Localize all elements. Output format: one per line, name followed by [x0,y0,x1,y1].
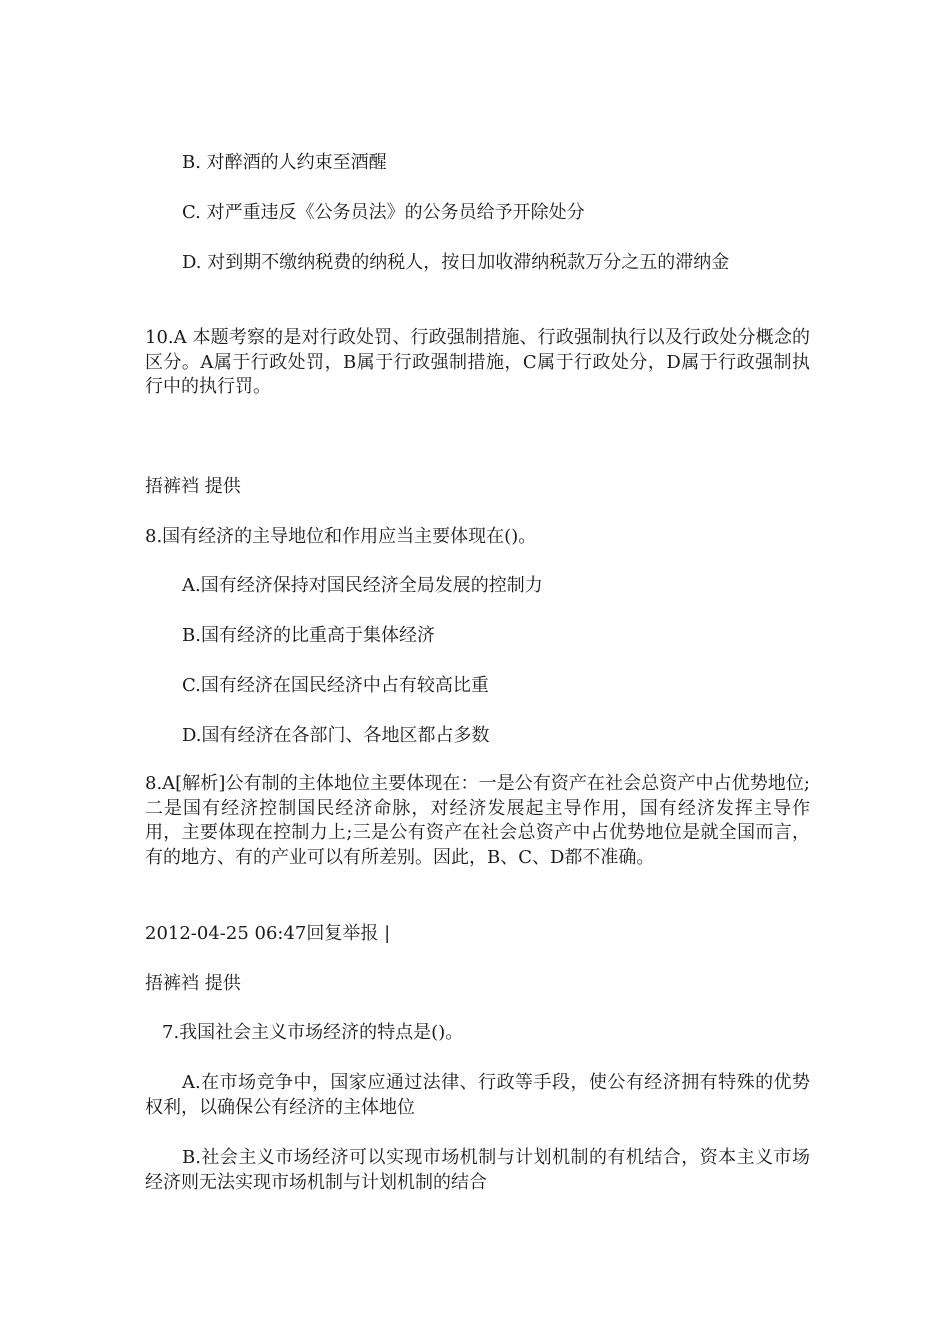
q7-question: 7.我国社会主义市场经济的特点是()。 [162,1022,464,1043]
provider-label: 捂裤裆 提供 [145,476,241,497]
reply-report-bar[interactable]: 2012-04-25 06:47回复举报 | [145,923,391,944]
q8-option-c: C.国有经济在国民经济中占有较高比重 [182,675,489,696]
q8-question: 8.国有经济的主导地位和作用应当主要体现在()。 [145,526,537,547]
q7-option-b: B.社会主义市场经济可以实现市场机制与计划机制的有机结合，资本主义市场经济则无法实现市场机制与计划机制的结合 [145,1147,810,1193]
q8-option-b: B.国有经济的比重高于集体经济 [182,625,435,646]
q10-option-d: D. 对到期不缴纳税费的纳税人，按日加收滞纳税款万分之五的滞纳金 [182,252,730,273]
q10-answer: 10.A 本题考察的是对行政处罚、行政强制措施、行政强制执行以及行政处分概念的区分。A属于行政处罚，B属于行政强制措施，C属于行政处分，D属于行政强制执行中的执行罚。 [145,327,810,397]
q7-option-a: A.在市场竞争中，国家应通过法律、行政等手段，使公有经济拥有特殊的优势权利，以确保公有经济的主体地位 [145,1072,810,1118]
q8-option-a: A.国有经济保持对国民经济全局发展的控制力 [182,575,543,596]
q10-option-c: C. 对严重违反《公务员法》的公务员给予开除处分 [182,202,585,223]
provider-label: 捂裤裆 提供 [145,973,241,994]
q8-option-d: D.国有经济在各部门、各地区都占多数 [182,725,490,746]
q8-answer: 8.A[解析]公有制的主体地位主要体现在：一是公有资产在社会总资产中占优势地位;二是国有经济控制国民经济命脉，对经济发展起主导作用，国有经济发挥主导作用，主要体现在控制力上;三是公有资产在社会总资产中占优势地位是就全国而言，有的地方、有的产业可以有所差别。因此，B、C、D都不准确。 [145,773,810,868]
q10-option-b: B. 对醉酒的人约束至酒醒 [182,152,387,173]
